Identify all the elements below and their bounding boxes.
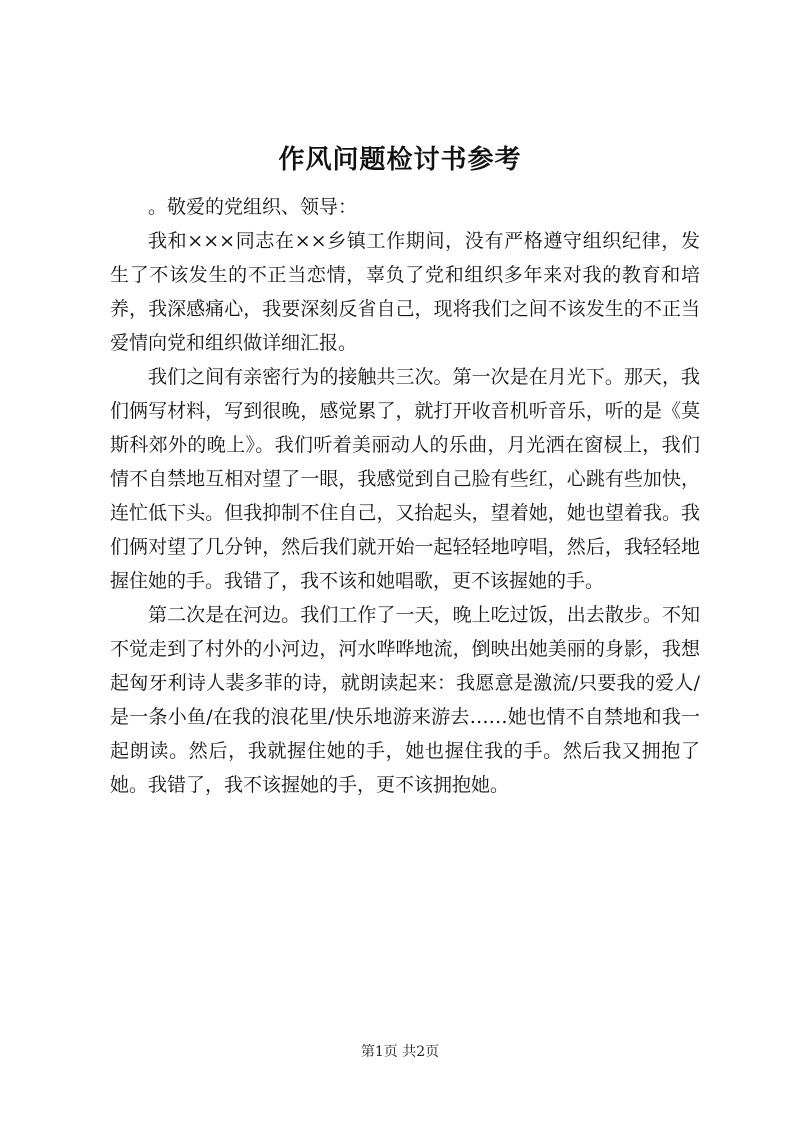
page-number-footer: 第1页 共2页 — [360, 1044, 440, 1060]
paragraph-3: 第二次是在河边。我们工作了一天，晚上吃过饭，出去散步。不知不觉走到了村外的小河边，河水哗哗地流，倒映出她美丽的身影，我想起匈牙利诗人裴多菲的诗，就朗读起来：我愿意是激流/只要我的爱人/是一条小鱼/在我的浪花里/快乐地游来游去……她也情不自禁地和我一起朗读。然后，我就握住她的手，她也握住我的手。然后我又拥抱了她。我错了，我不该握她的手，更不该拥抱她。 — [110, 604, 700, 796]
salutation: 。敬爱的党组织、领导： — [148, 196, 358, 218]
paragraph-1: 我和×××同志在××乡镇工作期间，没有严格遵守组织纪律，发生了不该发生的不正当恋情，辜负了党和组织多年来对我的教育和培养，我深感痛心，我要深刻反省自己，现将我们之间不该发生的不正当爱情向党和组织做详细汇报。 — [110, 230, 700, 354]
document-body — [110, 190, 700, 802]
paragraph-2: 我们之间有亲密行为的接触共三次。第一次是在月光下。那天，我们俩写材料，写到很晚，感觉累了，就打开收音机听音乐，听的是《莫斯科郊外的晚上》。我们听着美丽动人的乐曲，月光洒在窗棂上，我们情不自禁地互相对望了一眼，我感觉到自己脸有些红，心跳有些加快，连忙低下头。但我抑制不住自己，又抬起头，望着她，她也望着我。我们俩对望了几分钟，然后我们就开始一起轻轻地哼唱，然后，我轻轻地握住她的手。我错了，我不该和她唱歌，更不该握她的手。 — [110, 366, 700, 592]
document-title: 作风问题检讨书参考 — [278, 145, 522, 175]
